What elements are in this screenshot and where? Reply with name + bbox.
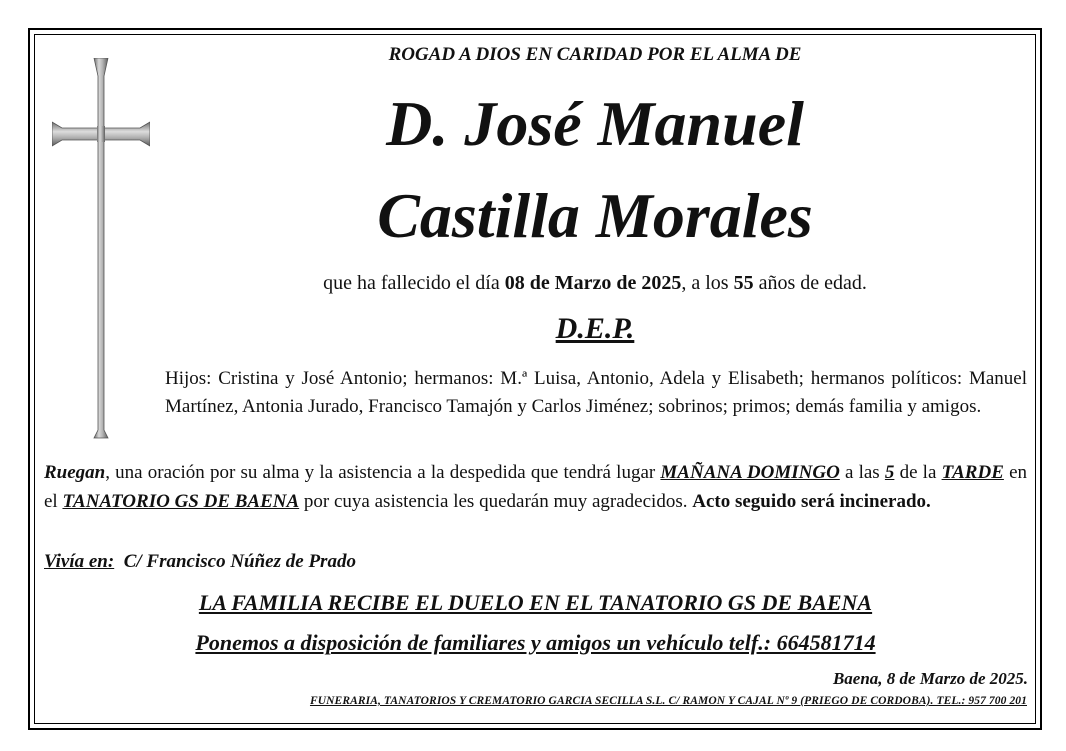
latin-cross-icon [52,58,150,440]
vehicle-notice: Ponemos a disposición de familiares y amigos un vehículo telf.: 664581714 [195,630,876,655]
ceremony-day: MAÑANA DOMINGO [660,462,840,483]
cremation-note: Acto seguido será incinerado. [692,491,931,512]
residence-label: Vivía en: [44,551,115,572]
death-age: 55 [733,272,754,294]
issue-date: Baena, 8 de Marzo de 2025. [832,669,1028,688]
ruegan-text-2: a las [839,462,885,483]
family-list: Hijos: Cristina y José Antonio; hermanos: M.ª Luisa, Antonio, Adela y Elisabeth; hermanos políticos: Manuel Martínez, Antonia Jurado, Francisco Tamajón y Carlos Jiménez; sobrinos; primos; demás familia y amigos. [165,368,1027,417]
ceremony-paragraph [44,458,1027,516]
residence-address: C/ Francisco Núñez de Prado [123,551,356,572]
death-date: 08 de Marzo de 2025 [504,272,682,294]
ruegan-text-4: en el [44,462,1028,512]
death-text-after: años de edad. [753,272,867,294]
ceremony-place: TANATORIO GS DE BAENA [62,491,300,512]
ceremony-hour: 5 [884,462,895,483]
deceased-name-line2: Castilla Morales [377,180,813,251]
funeral-home-footer: FUNERARIA, TANATORIOS Y CREMATORIO GARCIA SECILLA S.L. C/ RAMON Y CAJAL Nº 9 (PRIEGO DE CORDOBA). TEL.: 957 700 201 [309,695,1027,707]
dep-heading: D.E.P. [555,312,635,345]
ceremony-period: TARDE [941,462,1004,483]
condolences-notice: LA FAMILIA RECIBE EL DUELO EN EL TANATORIO GS DE BAENA [198,590,873,615]
ruegan-text-1: , una oración por su alma y la asistencia a la despedida que tendrá lugar [105,462,661,483]
prayer-heading: ROGAD A DIOS EN CARIDAD POR EL ALMA DE [388,44,802,65]
residence-line [44,551,356,573]
death-notice [160,272,1030,295]
ruegan-text-3: de la [894,462,942,483]
ruegan-text-5: por cuya asistencia les quedarán muy agradecidos. [299,491,693,512]
death-text-before: que ha fallecido el día [323,272,505,294]
ruegan-lead: Ruegan [44,462,106,483]
deceased-name-line1: D. José Manuel [386,88,804,159]
death-text-middle: , a los [681,272,734,294]
